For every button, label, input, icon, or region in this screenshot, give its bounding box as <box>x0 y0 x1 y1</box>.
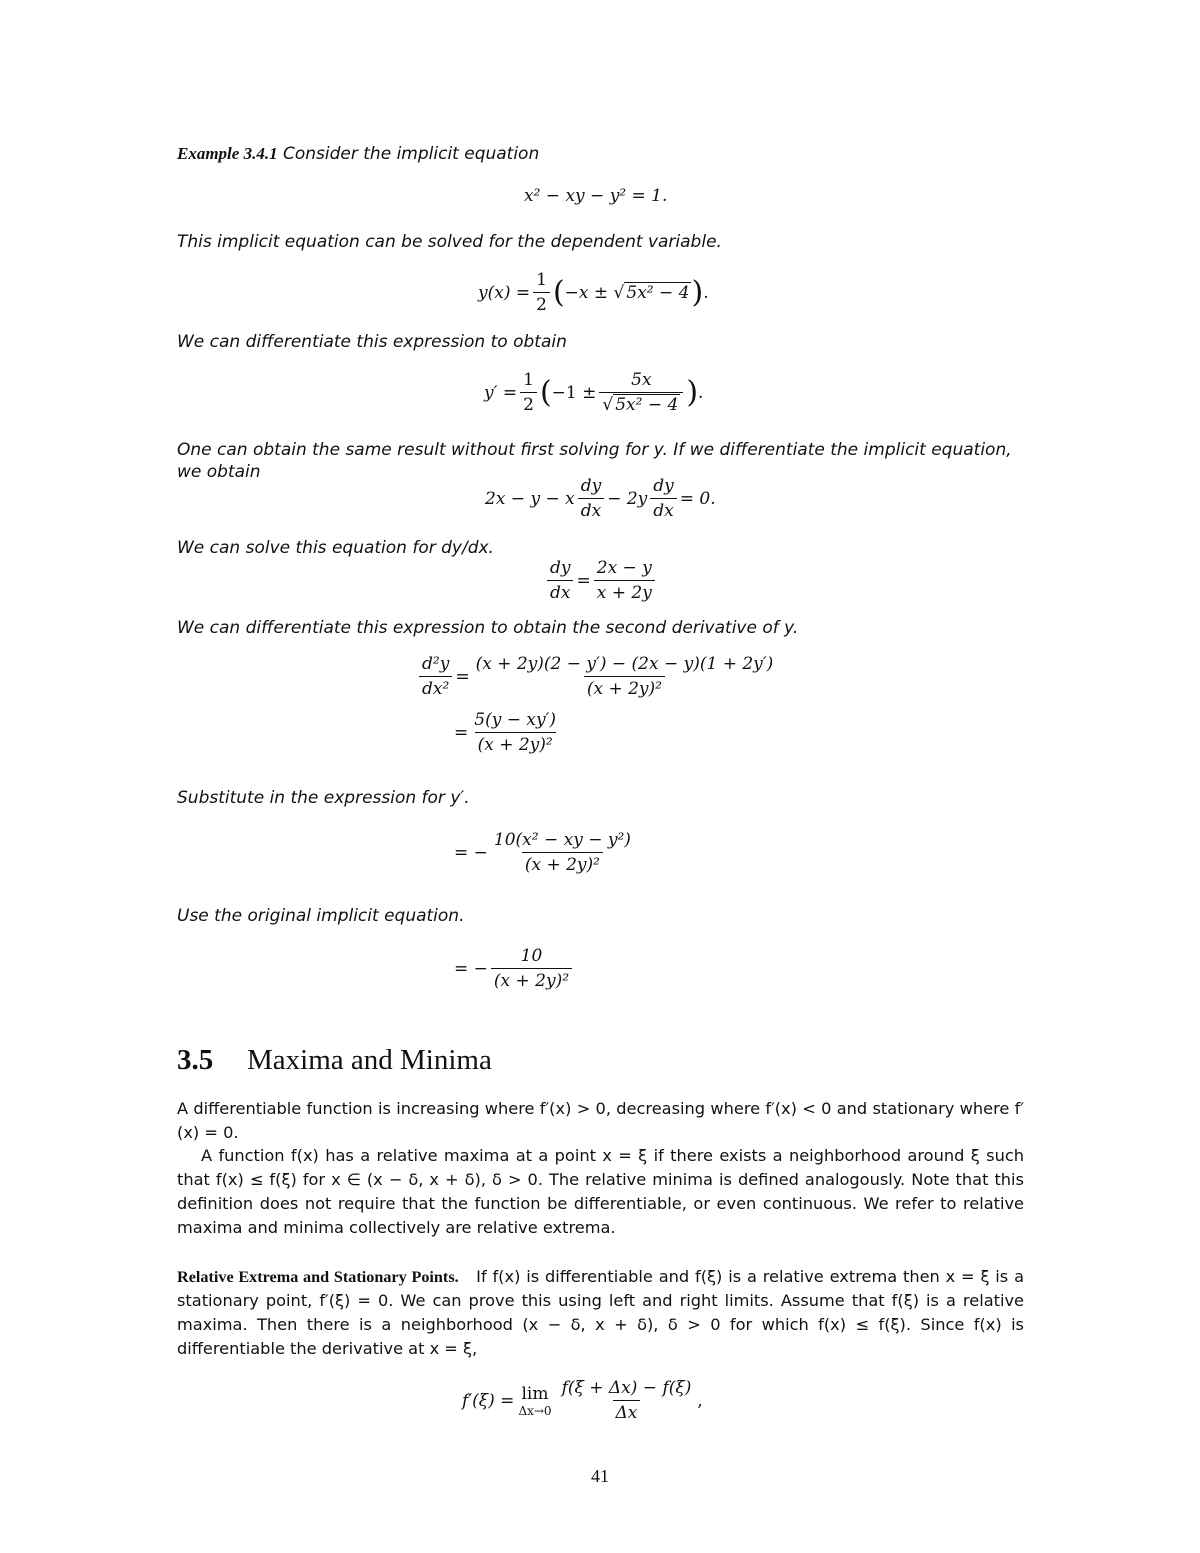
yprime-den: √ 5x² − 4 <box>599 392 683 415</box>
dy-a: dy <box>580 476 602 496</box>
yprime-num: 5x <box>631 370 652 390</box>
section-number: 3.5 <box>177 1044 214 1076</box>
dy-c: dy <box>550 558 571 578</box>
half-fraction <box>533 270 550 315</box>
equation-y-of-x <box>478 270 709 315</box>
dydx-rhs <box>594 558 655 603</box>
half-fraction-2 <box>520 370 537 415</box>
limit-operator <box>518 1384 551 1418</box>
y-inner: −x ± √ <box>564 282 625 303</box>
para-original: Use the original implicit equation. <box>177 906 465 926</box>
dydx-den: x + 2y <box>594 580 655 603</box>
simpl-den: (x + 2y)² <box>475 732 556 755</box>
dx-c: dx <box>547 580 573 603</box>
yprime-fraction <box>599 370 683 415</box>
equation-implicit-diff <box>485 476 716 521</box>
half-num-2: 1 <box>523 370 534 390</box>
section-heading <box>177 1044 492 1077</box>
dydx-fraction-b <box>650 476 677 521</box>
example-intro: Consider the implicit equation <box>283 144 540 164</box>
open-paren-2: ( <box>539 374 552 410</box>
example-label: Example 3.4.1 <box>177 144 278 163</box>
implicit-diff-mid: − 2y <box>607 488 648 509</box>
limit-word: lim <box>521 1383 549 1404</box>
equation-simplified <box>454 710 562 755</box>
dy-b: dy <box>653 476 674 496</box>
dydx-fraction-a <box>578 476 605 521</box>
implicit-diff-start: 2x − y − x <box>485 488 575 509</box>
open-paren: ( <box>552 274 565 310</box>
limit-sub: Δx→0 <box>518 1403 552 1418</box>
equation-second-derivative <box>416 654 779 699</box>
equation-y-prime <box>484 370 703 415</box>
period-2: . <box>698 382 704 403</box>
para-differentiate: We can differentiate this expression to obtain <box>177 332 567 352</box>
second-num: (x + 2y)(2 − y′) − (2x − y)(1 + 2y′) <box>475 654 774 674</box>
para-relative-extrema-text: If f(x) is differentiable and f(ξ) is a relative extrema then x = ξ is a stationary point, f′(ξ) = 0. We can prove this using left and right limits. Assume that f(ξ) is a relative maxima. Then there is a neighborhood (x − δ, x + δ), δ > 0 for which f(x) ≤ f(ξ). Since f(x) is differentiable the derivative at x = ξ, <box>177 1267 1024 1358</box>
equals-minus-2: = − <box>454 958 488 979</box>
equation-dydx <box>544 558 658 603</box>
subst-den: (x + 2y)² <box>522 852 603 875</box>
limit-fraction <box>559 1378 695 1423</box>
dx2: dx² <box>419 676 452 699</box>
close-paren: ) <box>691 274 704 310</box>
para-relative-maxima: A function f(x) has a relative maxima at a point x = ξ if there exists a neighborhood around ξ such that f(x) ≤ f(ξ) for x ∈ (x − δ, x + δ), δ > 0. The relative minima is defined analogously. Note that this definition does not require that the function be differentiable, or even continuous. We refer to relative maxima and minima collectively are relative extrema. <box>177 1146 1024 1237</box>
d2ydx2 <box>419 654 452 699</box>
comma: , <box>697 1390 703 1411</box>
para-same-result-2: we obtain <box>177 462 261 482</box>
equals-sign-2: = <box>455 666 470 687</box>
equation-implicit: x² − xy − y² = 1. <box>524 186 668 206</box>
dx-b: dx <box>650 498 676 521</box>
half-num: 1 <box>536 270 547 290</box>
equation-final <box>454 946 575 991</box>
period: . <box>703 282 709 303</box>
page-number: 41 <box>591 1466 609 1486</box>
para-substitute: Substitute in the expression for y′. <box>177 788 470 808</box>
second-rhs <box>473 654 777 699</box>
half-den: 2 <box>533 292 550 315</box>
para-increasing: A differentiable function is increasing where f′(x) > 0, decreasing where f′(x) < 0 and stationary where f′(x) = 0. <box>177 1099 1024 1142</box>
para-second-derivative: We can differentiate this expression to obtain the second derivative of y. <box>177 618 799 638</box>
dydx-lhs <box>547 558 574 603</box>
para-solve-dydx: We can solve this equation for dy/dx. <box>177 538 494 558</box>
simpl-num: 5(y − xy′) <box>474 710 557 730</box>
para-same-result-1: One can obtain the same result without first solving for y. If we differentiate the implicit equation, <box>177 440 1012 460</box>
example-intro-line <box>177 142 539 166</box>
final-den: (x + 2y)² <box>491 968 572 991</box>
equals-sign: = <box>576 570 591 591</box>
equals-sign-3: = <box>454 722 469 743</box>
final-num: 10 <box>520 946 543 966</box>
para-relative-extrema <box>177 1265 1024 1361</box>
para-solve: This implicit equation can be solved for the dependent variable. <box>177 232 722 252</box>
limit-lhs: f′(ξ) = <box>462 1390 515 1411</box>
equation-limit <box>462 1378 703 1423</box>
substituted-fraction <box>491 830 634 875</box>
yprime-inner: −1 ± <box>551 382 597 403</box>
subst-num: 10(x² − xy − y²) <box>493 830 631 850</box>
y-radicand: 5x² − 4 <box>626 283 690 303</box>
d2y: d²y <box>422 654 450 674</box>
limit-num: f(ξ + Δx) − f(ξ) <box>561 1378 692 1398</box>
y-lhs: y(x) = <box>478 282 531 303</box>
dydx-num: 2x − y <box>596 558 652 578</box>
implicit-diff-end: = 0. <box>679 488 716 509</box>
half-den-2: 2 <box>520 392 537 415</box>
runin-heading: Relative Extrema and Stationary Points. <box>177 1268 459 1286</box>
section-title: Maxima and Minima <box>247 1044 492 1076</box>
simplified-fraction <box>471 710 559 755</box>
equation-substituted <box>454 830 637 875</box>
dx-a: dx <box>578 498 604 521</box>
close-paren-2: ) <box>686 374 699 410</box>
second-den: (x + 2y)² <box>584 676 665 699</box>
final-fraction <box>491 946 572 991</box>
limit-den: Δx <box>613 1400 641 1423</box>
equals-minus: = − <box>454 842 488 863</box>
yprime-radicand: 5x² − 4 <box>615 395 679 415</box>
yprime-lhs: y′ = <box>484 382 518 403</box>
